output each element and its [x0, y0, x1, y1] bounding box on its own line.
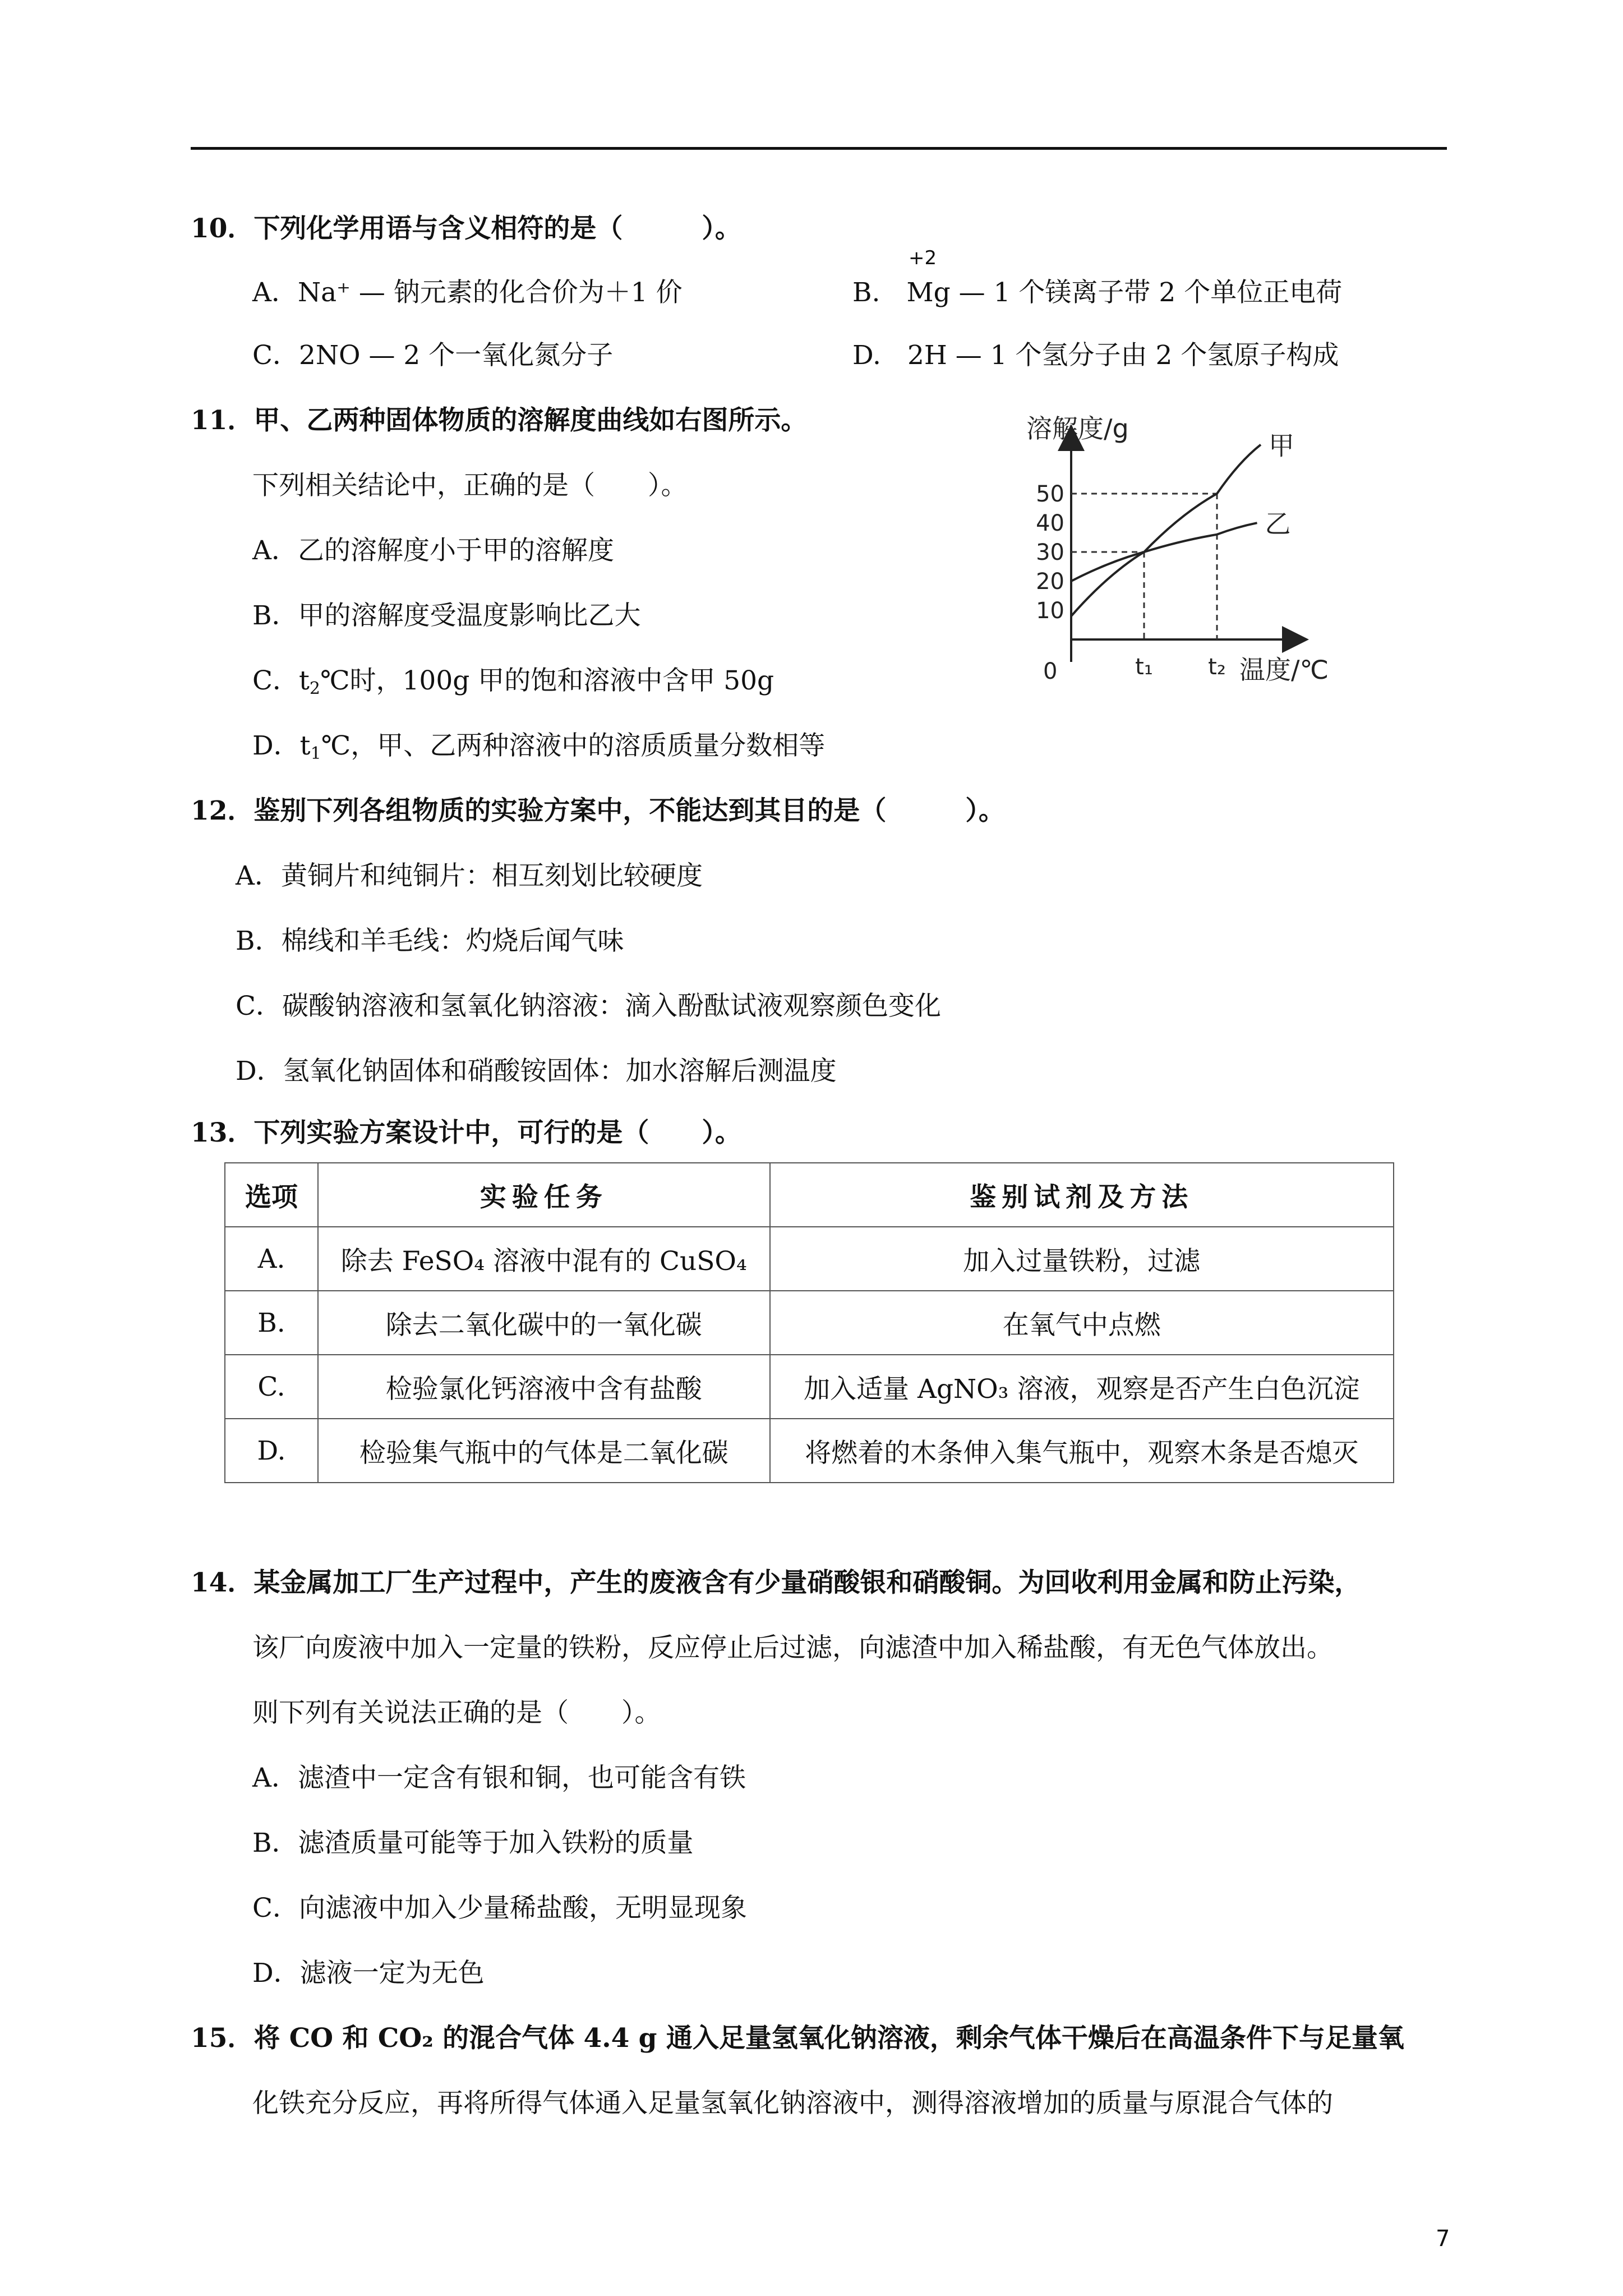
origin-label: 0: [1043, 659, 1058, 684]
y-tick-label: 40: [1036, 510, 1064, 536]
header-method: 鉴别试剂及方法: [770, 1163, 1394, 1227]
row-method: 将燃着的木条伸入集气瓶中，观察木条是否熄灭: [770, 1419, 1394, 1483]
q14-option-a: A．滤渣中一定含有银和铜，也可能含有铁: [252, 1763, 746, 1793]
q10-option-a: A．Na⁺ — 钠元素的化合价为＋1 价: [252, 277, 683, 308]
q14-line3: 则下列有关说法正确的是（ ）。: [252, 1697, 661, 1728]
q13-stem: 13．下列实验方案设计中，可行的是（ ）。: [191, 1117, 741, 1148]
q10-option-c: C．2NO — 2 个一氧化氮分子: [252, 340, 614, 371]
row-task: 除去二氧化碳中的一氧化碳: [318, 1291, 770, 1355]
row-task: 检验氯化钙溶液中含有盐酸: [318, 1355, 770, 1419]
q14-option-c: C．向滤液中加入少量稀盐酸，无明显现象: [252, 1893, 747, 1924]
series-label: 甲: [1269, 430, 1294, 461]
row-method: 加入过量铁粉，过滤: [770, 1227, 1394, 1291]
q13-table: [224, 1162, 1394, 1483]
header-task: 实验任务: [318, 1163, 770, 1227]
q14-line2: 该厂向废液中加入一定量的铁粉，反应停止后过滤，向滤渣中加入稀盐酸，有无色气体放出。: [252, 1632, 1333, 1663]
row-method: 加入适量 AgNO₃ 溶液，观察是否产生白色沉淀: [770, 1355, 1394, 1419]
row-option: D.: [225, 1419, 318, 1483]
row-option: B.: [225, 1291, 318, 1355]
table-header-row: [225, 1163, 1394, 1227]
y-tick-label: 30: [1036, 540, 1064, 565]
q12-option-d: D．氢氧化钠固体和硝酸铵固体：加水溶解后测温度: [236, 1056, 837, 1087]
q12-option-b: B．棉线和羊毛线：灼烧后闻气味: [236, 926, 624, 956]
q11-stem: 11．甲、乙两种固体物质的溶解度曲线如右图所示。: [191, 405, 808, 436]
y-tick-label: 20: [1036, 569, 1064, 595]
row-task: 除去 FeSO₄ 溶液中混有的 CuSO₄: [318, 1227, 770, 1291]
table-row: [225, 1291, 1394, 1355]
x-axis-label: 温度/℃: [1239, 655, 1329, 685]
q15-line2: 化铁充分反应，再将所得气体通入足量氢氧化钠溶液中，测得溶液增加的质量与原混合气体的: [252, 2088, 1333, 2119]
q11-sub: 下列相关结论中，正确的是（ ）。: [252, 470, 688, 501]
page-number: 7: [1436, 2226, 1450, 2252]
q14-stem: 14．某金属加工厂生产过程中，产生的废液含有少量硝酸银和硝酸铜。为回收利用金属和防止污染，: [191, 1567, 1361, 1598]
table-row: [225, 1419, 1394, 1483]
q11-option-b: B．甲的溶解度受温度影响比乙大: [252, 600, 641, 631]
y-tick-label: 10: [1036, 598, 1064, 624]
q10-stem: 10．下列化学用语与含义相符的是（ ）。: [191, 213, 741, 244]
header-option: 选项: [225, 1163, 318, 1227]
table-row: [225, 1227, 1394, 1291]
table-row: [225, 1355, 1394, 1419]
solubility-chart: [1009, 398, 1357, 690]
q14-option-d: D．滤液一定为无色: [252, 1958, 485, 1989]
row-option: C.: [225, 1355, 318, 1419]
x-tick-label: t₂: [1208, 654, 1226, 680]
y-axis-label: 溶解度/g: [1026, 413, 1129, 444]
row-option: A.: [225, 1227, 318, 1291]
series-label: 乙: [1265, 509, 1291, 540]
y-tick-label: 50: [1036, 481, 1064, 507]
x-tick-label: t₁: [1135, 654, 1153, 680]
header-rule: [191, 147, 1447, 150]
q15-line1: 15．将 CO 和 CO₂ 的混合气体 4.4 g 通入足量氢氧化钠溶液，剩余气体干燥后在高温条件下与足量氧: [191, 2023, 1404, 2054]
q11-option-a: A．乙的溶解度小于甲的溶解度: [252, 535, 614, 566]
q10-option-d: D. 2H — 1 个氢分子由 2 个氢原子构成: [852, 340, 1339, 371]
q11-option-c: C．$t_2℃$时，100g 甲的饱和溶液中含甲 50g: [252, 665, 774, 698]
row-method: 在氧气中点燃: [770, 1291, 1394, 1355]
row-task: 检验集气瓶中的气体是二氧化碳: [318, 1419, 770, 1483]
q12-option-c: C．碳酸钠溶液和氢氧化钠溶液：滴入酚酞试液观察颜色变化: [236, 991, 941, 1022]
q12-stem: 12．鉴别下列各组物质的实验方案中，不能达到其目的是（ ）。: [191, 795, 1005, 826]
q14-option-b: B．滤渣质量可能等于加入铁粉的质量: [252, 1828, 694, 1858]
q11-option-d: D．$t_1℃$，甲、乙两种溶液中的溶质质量分数相等: [252, 730, 826, 763]
q10-b-valence: +2: [909, 247, 937, 269]
q10-option-b: B. Mg — 1 个镁离子带 2 个单位正电荷: [852, 277, 1343, 308]
q12-option-a: A．黄铜片和纯铜片：相互刻划比较硬度: [236, 861, 703, 891]
